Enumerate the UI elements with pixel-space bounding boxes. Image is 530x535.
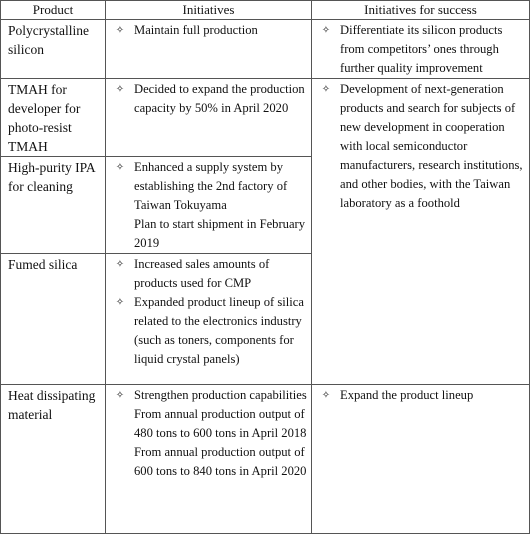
table-row-tmah [1,79,530,157]
star-bullet-icon: ✧ [115,162,125,173]
header-row [1,1,530,20]
star-bullet-icon: ✧ [115,84,125,95]
product-cell: Polycrystalline silicon [1,20,106,79]
initiative-line: From annual production output of 480 tons to 600 tons in April 2018 [134,407,307,440]
initiatives-cell [106,254,312,385]
header-initiatives-for-success: Initiatives for success [312,1,530,20]
initiative-line: Enhanced a supply system by establishing the 2nd factory of Taiwan Tokuyama [134,160,288,212]
table-row-heat-dissipating-material [1,385,530,534]
success-cell [312,385,530,534]
bullet-item: ✧ Expanded product lineup of silica related to the electronics industry (such as toners, components for liquid crystal panels) [106,293,307,369]
initiative-line: From annual production output of 600 tons to 840 tons in April 2020 [134,445,307,478]
success-cell-grouped [312,79,530,385]
star-bullet-icon: ✧ [115,259,125,270]
initiatives-cell [106,79,312,157]
star-bullet-icon: ✧ [321,390,331,401]
initiatives-cell [106,20,312,79]
initiatives-cell [106,385,312,534]
success-cell [312,20,530,79]
bullet-item [106,158,307,253]
bullet-item: ✧ Expand the product lineup [312,386,525,405]
bullet-item: ✧ Maintain full production [106,21,307,40]
star-bullet-icon: ✧ [115,390,125,401]
star-bullet-icon: ✧ [115,297,125,308]
initiative-line: Plan to start shipment in February 2019 [134,217,306,250]
star-bullet-icon: ✧ [115,25,125,36]
header-product: Product [1,1,106,20]
bullet-item [106,386,307,481]
table-row-polycrystalline-silicon [1,20,530,79]
initiatives-cell [106,157,312,254]
initiative-line: Strengthen production capabilities [134,388,307,402]
star-bullet-icon: ✧ [321,84,331,95]
product-cell: Fumed silica [1,254,106,385]
product-cell: High-purity IPA for cleaning [1,157,106,254]
header-initiatives: Initiatives [106,1,312,20]
star-bullet-icon: ✧ [321,25,331,36]
bullet-item: ✧ Differentiate its silicon products from competitors’ ones through further quality improvement [312,21,525,78]
product-cell: TMAH for developer for photo-resist TMAH [1,79,106,157]
bullet-item: ✧ Development of next-generation products and search for subjects of new development in cooperation with local semiconductor manufacturers, research institutions, and other bodies, with the Taiwan laboratory as a foothold [312,80,525,213]
bullet-item: ✧ Increased sales amounts of products used for CMP [106,255,307,293]
bullet-item: ✧ Decided to expand the production capacity by 50% in April 2020 [106,80,307,118]
product-cell: Heat dissipating material [1,385,106,534]
